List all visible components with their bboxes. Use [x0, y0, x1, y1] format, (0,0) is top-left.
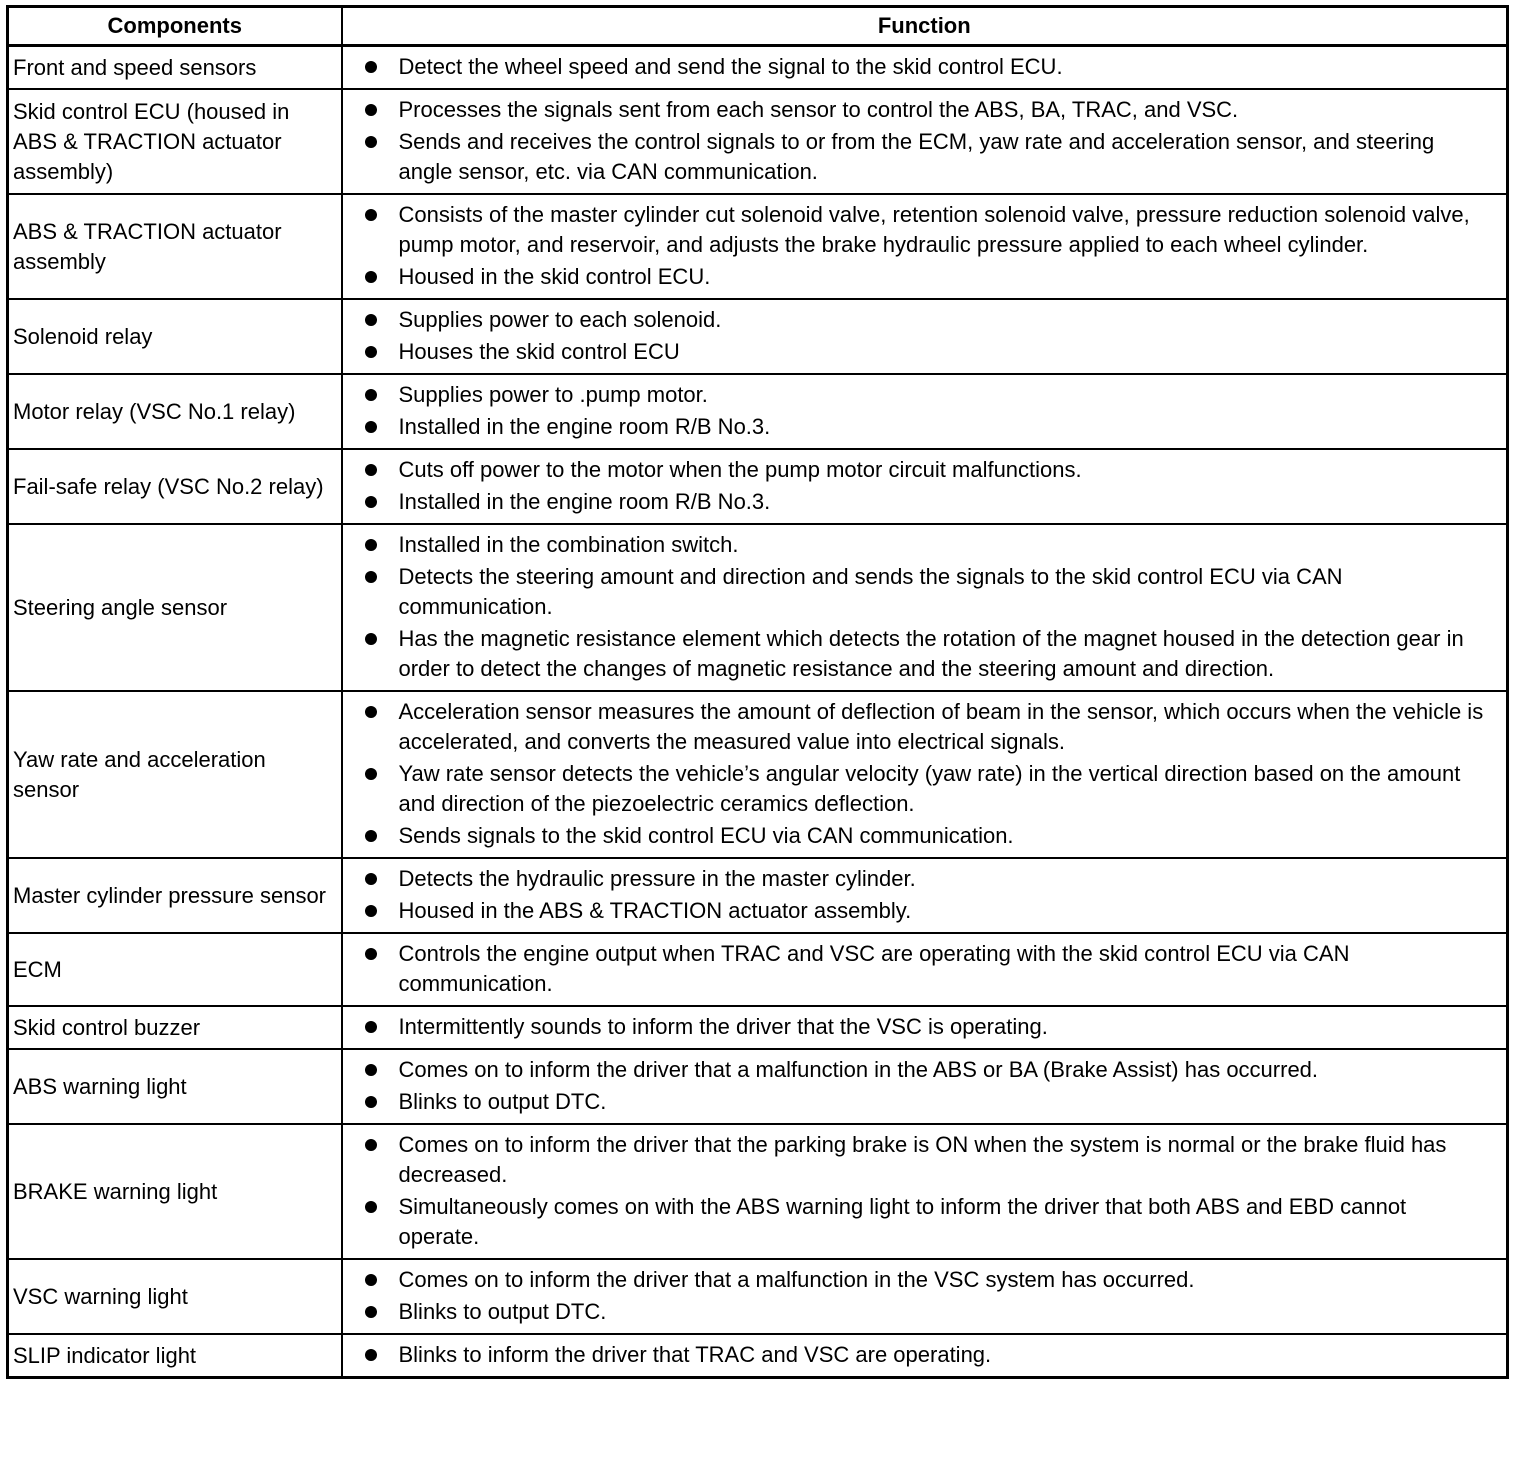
function-cell [342, 1259, 1508, 1334]
table-row [8, 1259, 1508, 1334]
function-item [365, 939, 1489, 999]
function-text: Housed in the skid control ECU. [398, 264, 711, 289]
components-table-container [6, 5, 1506, 1379]
function-cell [342, 194, 1508, 299]
function-list [365, 697, 1489, 851]
component-cell: ABS warning light [8, 1049, 342, 1124]
bullet-icon [365, 1021, 377, 1033]
components-function-table [6, 5, 1509, 1379]
function-text: Yaw rate sensor detects the vehicle’s angular velocity (yaw rate) in the vertical direction based on the amount and direction of the piezoelectric ceramics deflection. [398, 761, 1461, 816]
function-list [365, 1265, 1489, 1327]
bullet-icon [365, 1349, 377, 1361]
function-text: Has the magnetic resistance element which detects the rotation of the magnet housed in the detection gear in order to detect the changes of magnetic resistance and the steering amount and direction. [398, 626, 1464, 681]
function-text: Supplies power to .pump motor. [398, 382, 708, 407]
component-cell: VSC warning light [8, 1259, 342, 1334]
function-list [365, 1012, 1489, 1042]
function-item [365, 1087, 1489, 1117]
function-text: Blinks to inform the driver that TRAC and VSC are operating. [398, 1342, 992, 1367]
table-row [8, 374, 1508, 449]
function-item [365, 624, 1489, 684]
function-text: Comes on to inform the driver that a malfunction in the VSC system has occurred. [398, 1267, 1195, 1292]
function-text: Detects the steering amount and direction and sends the signals to the skid control ECU via CAN communication. [398, 564, 1343, 619]
bullet-icon [365, 1201, 377, 1213]
function-text: Houses the skid control ECU [398, 339, 680, 364]
bullet-icon [365, 873, 377, 885]
function-cell [342, 858, 1508, 933]
bullet-icon [365, 464, 377, 476]
bullet-icon [365, 706, 377, 718]
function-text: Comes on to inform the driver that the parking brake is ON when the system is normal or the brake fluid has decreased. [398, 1132, 1447, 1187]
bullet-icon [365, 830, 377, 842]
function-text: Controls the engine output when TRAC and VSC are operating with the skid control ECU via CAN communication. [398, 941, 1350, 996]
function-item [365, 380, 1489, 410]
function-cell [342, 691, 1508, 858]
component-cell: Fail-safe relay (VSC No.2 relay) [8, 449, 342, 524]
bullet-icon [365, 633, 377, 645]
function-item [365, 1012, 1489, 1042]
function-list [365, 1130, 1489, 1252]
function-item [365, 305, 1489, 335]
function-cell [342, 524, 1508, 691]
bullet-icon [365, 948, 377, 960]
bullet-icon [365, 389, 377, 401]
function-text: Cuts off power to the motor when the pump motor circuit malfunctions. [398, 457, 1082, 482]
component-cell: SLIP indicator light [8, 1334, 342, 1378]
function-item [365, 262, 1489, 292]
bullet-icon [365, 571, 377, 583]
table-row [8, 1124, 1508, 1259]
function-text: Acceleration sensor measures the amount of deflection of beam in the sensor, which occurs when the vehicle is accelerated, and converts the measured value into electrical signals. [398, 699, 1484, 754]
function-list [365, 380, 1489, 442]
function-item [365, 821, 1489, 851]
component-cell: Master cylinder pressure sensor [8, 858, 342, 933]
header-components: Components [8, 7, 342, 46]
component-cell: Front and speed sensors [8, 46, 342, 90]
bullet-icon [365, 905, 377, 917]
function-text: Sends and receives the control signals to or from the ECM, yaw rate and acceleration sensor, and steering angle sensor, etc. via CAN communication. [398, 129, 1435, 184]
function-item [365, 337, 1489, 367]
function-cell [342, 933, 1508, 1006]
header-function: Function [342, 7, 1508, 46]
bullet-icon [365, 496, 377, 508]
bullet-icon [365, 209, 377, 221]
bullet-icon [365, 104, 377, 116]
function-text: Blinks to output DTC. [398, 1299, 607, 1324]
function-cell [342, 1049, 1508, 1124]
function-list [365, 95, 1489, 187]
component-cell: ECM [8, 933, 342, 1006]
bullet-icon [365, 1306, 377, 1318]
function-item [365, 412, 1489, 442]
component-cell: Yaw rate and acceleration sensor [8, 691, 342, 858]
table-row [8, 933, 1508, 1006]
function-cell [342, 46, 1508, 90]
function-text: Sends signals to the skid control ECU via CAN communication. [398, 823, 1014, 848]
bullet-icon [365, 346, 377, 358]
function-cell [342, 374, 1508, 449]
function-item [365, 1340, 1489, 1370]
function-item [365, 530, 1489, 560]
bullet-icon [365, 271, 377, 283]
bullet-icon [365, 1096, 377, 1108]
table-row [8, 691, 1508, 858]
function-item [365, 1055, 1489, 1085]
table-row [8, 1334, 1508, 1378]
bullet-icon [365, 1274, 377, 1286]
function-text: Intermittently sounds to inform the driver that the VSC is operating. [398, 1014, 1048, 1039]
table-body [8, 46, 1508, 1378]
function-item [365, 1130, 1489, 1190]
component-cell: Motor relay (VSC No.1 relay) [8, 374, 342, 449]
bullet-icon [365, 61, 377, 73]
function-text: Installed in the combination switch. [398, 532, 739, 557]
function-item [365, 1192, 1489, 1252]
function-list [365, 200, 1489, 292]
function-text: Simultaneously comes on with the ABS warning light to inform the driver that both ABS and EBD cannot operate. [398, 1194, 1407, 1249]
function-item [365, 759, 1489, 819]
table-row [8, 299, 1508, 374]
function-cell [342, 1334, 1508, 1378]
function-item [365, 200, 1489, 260]
component-cell: Skid control ECU (housed in ABS & TRACTION actuator assembly) [8, 89, 342, 194]
function-item [365, 52, 1489, 82]
function-item [365, 896, 1489, 926]
function-list [365, 305, 1489, 367]
function-list [365, 52, 1489, 82]
bullet-icon [365, 1139, 377, 1151]
function-list [365, 455, 1489, 517]
header-row [8, 7, 1508, 46]
function-text: Consists of the master cylinder cut solenoid valve, retention solenoid valve, pressure reduction solenoid valve, pump motor, and reservoir, and adjusts the brake hydraulic pressure applied to each wheel cylinder. [398, 202, 1470, 257]
component-cell: Solenoid relay [8, 299, 342, 374]
function-cell [342, 449, 1508, 524]
function-cell [342, 1006, 1508, 1049]
function-text: Blinks to output DTC. [398, 1089, 607, 1114]
function-item [365, 455, 1489, 485]
function-item [365, 95, 1489, 125]
function-text: Supplies power to each solenoid. [398, 307, 722, 332]
function-list [365, 864, 1489, 926]
function-item [365, 1265, 1489, 1295]
bullet-icon [365, 314, 377, 326]
function-item [365, 562, 1489, 622]
function-cell [342, 1124, 1508, 1259]
component-cell: Skid control buzzer [8, 1006, 342, 1049]
component-cell: Steering angle sensor [8, 524, 342, 691]
function-text: Installed in the engine room R/B No.3. [398, 489, 771, 514]
table-row [8, 194, 1508, 299]
function-list [365, 1055, 1489, 1117]
table-row [8, 449, 1508, 524]
function-list [365, 939, 1489, 999]
bullet-icon [365, 1064, 377, 1076]
function-cell [342, 299, 1508, 374]
bullet-icon [365, 136, 377, 148]
table-row [8, 1006, 1508, 1049]
table-row [8, 858, 1508, 933]
component-cell: BRAKE warning light [8, 1124, 342, 1259]
function-item [365, 1297, 1489, 1327]
function-item [365, 487, 1489, 517]
function-cell [342, 89, 1508, 194]
bullet-icon [365, 421, 377, 433]
function-text: Installed in the engine room R/B No.3. [398, 414, 771, 439]
function-list [365, 530, 1489, 684]
bullet-icon [365, 768, 377, 780]
function-text: Comes on to inform the driver that a malfunction in the ABS or BA (Brake Assist) has occurred. [398, 1057, 1319, 1082]
table-row [8, 89, 1508, 194]
function-text: Detects the hydraulic pressure in the master cylinder. [398, 866, 916, 891]
component-cell: ABS & TRACTION actuator assembly [8, 194, 342, 299]
table-row [8, 46, 1508, 90]
function-text: Detect the wheel speed and send the signal to the skid control ECU. [398, 54, 1063, 79]
function-item [365, 697, 1489, 757]
table-row [8, 524, 1508, 691]
function-list [365, 1340, 1489, 1370]
table-row [8, 1049, 1508, 1124]
function-item [365, 864, 1489, 894]
function-text: Housed in the ABS & TRACTION actuator assembly. [398, 898, 912, 923]
bullet-icon [365, 539, 377, 551]
function-text: Processes the signals sent from each sensor to control the ABS, BA, TRAC, and VSC. [398, 97, 1239, 122]
function-item [365, 127, 1489, 187]
